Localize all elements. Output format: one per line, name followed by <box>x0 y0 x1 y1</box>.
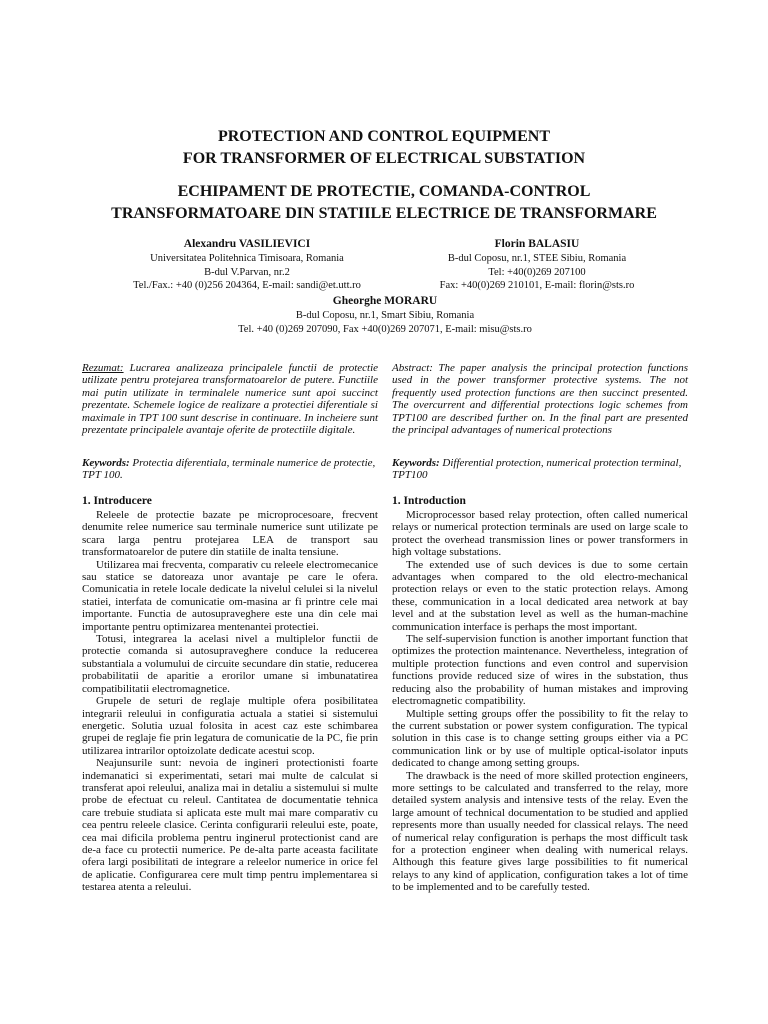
abstract-english <box>392 362 688 436</box>
section-introducere <box>82 495 378 894</box>
author-affiliation: B-dul Coposu, nr.1, STEE Sibiu, Romania <box>447 253 627 264</box>
author-affiliation: Universitatea Politehnica Timisoara, Romania <box>150 253 344 264</box>
abstract-text: The paper analysis the principal protection functions used in the power transformer protective systems. The not frequently used protection functions are then succinct presented. The overcurrent and differential protections logic schemes from TPT100 are described further on. In the final part are presented the principal advantages of numerical protections <box>392 362 688 437</box>
author-affiliation: B-dul Coposu, nr.1, Smart Sibiu, Romania <box>295 310 475 321</box>
author-contact: Tel./Fax.: +40 (0)256 204364, E-mail: sandi@et.utt.ro <box>133 280 361 291</box>
keywords-label: Keywords: <box>392 457 440 469</box>
author-contact: Tel. +40 (0)269 207090, Fax +40(0)269 207071, E-mail: misu@sts.ro <box>238 323 532 335</box>
paragraph: Grupele de seturi de reglaje multiple ofera posibilitatea integrarii releului in configuratia actuala a statiei si sistemului energetic. Solutia uzual folosita in acest caz este schimbarea grupei de reglaje fie prin legatura de comunicatie de la PC, fie prin utilizarea intrarilor optoizolate dedicate acestui scop. <box>82 695 378 757</box>
paragraph: The extended use of such devices is due to some certain advantages when compared to the old electro-mechanical protection relays or even to the static protection relays. Among these, communication in a local dedicated area network at bay level and at the substation level as well as the human-machine communication interface is perhaps the most important. <box>392 558 688 633</box>
abstract-label: Abstract: <box>392 362 433 374</box>
author-name: Gheorghe MORARU <box>332 295 438 307</box>
keywords-text: Protectia diferentiala, terminale numerice de protectie, TPT 100. <box>82 457 376 482</box>
paragraph: Multiple setting groups offer the possibility to fit the relay to the current substation or power system configuration. The typical solution in this case is to change setting groups either via a PC communication link or by use of multiple optical-isolator inputs dedicated to change among setting groups. <box>392 707 688 770</box>
paragraph: Totusi, integrarea la acelasi nivel a multiplelor functii de protectie comanda si autosupraveghere conduce la reducerea substantiala a volumului de circuite secundare din statie, reducerea probabilitatii de aparitie a erorilor umane si imbunatatirea compatibilitatii electromagnetice. <box>82 633 378 695</box>
title-romanian-line-1: ECHIPAMENT DE PROTECTIE, COMANDA-CONTROL <box>177 183 591 200</box>
abstract-label: Rezumat: <box>82 362 124 374</box>
title-english-line-1: PROTECTION AND CONTROL EQUIPMENT <box>217 128 551 145</box>
section-heading: 1. Introducere <box>82 495 152 507</box>
title-romanian <box>0 181 768 225</box>
paragraph: The self-supervision function is another important function that optimizes the protection maintenance. Nevertheless, integration of multiple protection functions and even control and supervision functions provide reduced size of wires in the substation, thus reducing also the probability of human mistakes and improving electromagnetic compatibility. <box>392 633 688 708</box>
left-column <box>82 362 379 894</box>
paragraph: Neajunsurile sunt: nevoia de ingineri protectionisti foarte indemanatici si experimentati, setari mai multe de calculat si transferat apoi releului, analiza mai in detaliu a sistemului si multe probe de efectuat cu releul. Cantitatea de documentatie tehnica care trebuie studiata si aplicata este mult mai mare comparativ cu cea pentru releele clasice. Cerinta configurarii releului este, poate, cea mai dificila problema pentru inginerul protectionist cand are de-a face cu protectii numerice. Pe de-alta parte aceasta facilitate ofera largi posibilitati de integrare a releelor numerice in orice fel de aplicatie. Configurarea cere mult timp pentru implementarea si testarea atenta a releului. <box>82 757 378 894</box>
abstract-text: Lucrarea analizeaza principalele functii de protectie utilizate pentru protejarea transformatoarelor de putere. Functiile mai putin utilizate in terminalele numerice sunt apoi succinct prezentate. Schemele logice de realizare a protectiei diferentiale si maximale in TPT 100 sunt descrise in continuare. In incheiere sunt prezentate principalele avantaje oferite de protectiile digitale. <box>82 362 379 437</box>
right-column <box>392 362 688 894</box>
author-block-2 <box>372 237 702 293</box>
keywords-romanian <box>82 457 378 482</box>
title-english <box>0 126 768 170</box>
author-block-3 <box>140 294 630 336</box>
paragraph: Utilizarea mai frecventa, comparativ cu releele electromecanice sau statice se datoreaza unor avantaje pe care le ofera. Comunicatia in retele locale dedicate la nivelul celulei si la nivelul statiei, interfata de comunicatie om-masina ar fi printre cele mai importante. Functia de autosupraveghere este una din cele mai importante pentru optimizarea mentenantei protectiei. <box>82 558 378 633</box>
paragraph: The drawback is the need of more skilled protection engineers, more settings to be calculated and transferred to the relay, more detailed system analysis and intensive tests of the relay. Even the large amount of technical documentation to be studied and applied represents more than usually needed for classical relays. The need of numerical relay configuration is perhaps the most difficult task for a protection engineer when dealing with numerical relays. Although this feature gives large possibilities to fit numerical relays to any kind of application, configuration takes a lot of time to be implemented and to be carefully tested. <box>392 769 688 894</box>
keywords-label: Keywords: <box>82 457 130 469</box>
keywords-text: Differential protection, numerical protection terminal, TPT100 <box>392 457 682 482</box>
author-name: Florin BALASIU <box>494 238 580 250</box>
section-heading: 1. Introduction <box>392 495 466 507</box>
abstract-romanian <box>82 362 378 436</box>
author-address: B-dul V.Parvan, nr.2 <box>204 266 290 278</box>
paragraph: Releele de protectie bazate pe microprocesoare, frecvent denumite relee numerice sau terminale numerice sunt utilizate pe scara larga pentru protejarea LEA de transport sau transformatoarelor de putere din statiile de inalta tensiune. <box>82 509 378 559</box>
keywords-english <box>392 457 688 482</box>
author-block-1 <box>82 237 412 293</box>
author-phone: Tel: +40(0)269 207100 <box>488 266 586 278</box>
title-english-line-2: FOR TRANSFORMER OF ELECTRICAL SUBSTATION <box>182 150 586 167</box>
section-introduction <box>392 495 688 894</box>
author-name: Alexandru VASILIEVICI <box>183 238 311 250</box>
author-contact: Fax: +40(0)269 210101, E-mail: florin@sts.ro <box>439 280 635 291</box>
paragraph: Microprocessor based relay protection, often called numerical relays or numerical protection terminals are used on large scale to protect the overhead transmission lines or power transformers in high voltage substations. <box>392 509 688 559</box>
title-romanian-line-2: TRANSFORMATOARE DIN STATIILE ELECTRICE DE TRANSFORMARE <box>111 205 657 222</box>
